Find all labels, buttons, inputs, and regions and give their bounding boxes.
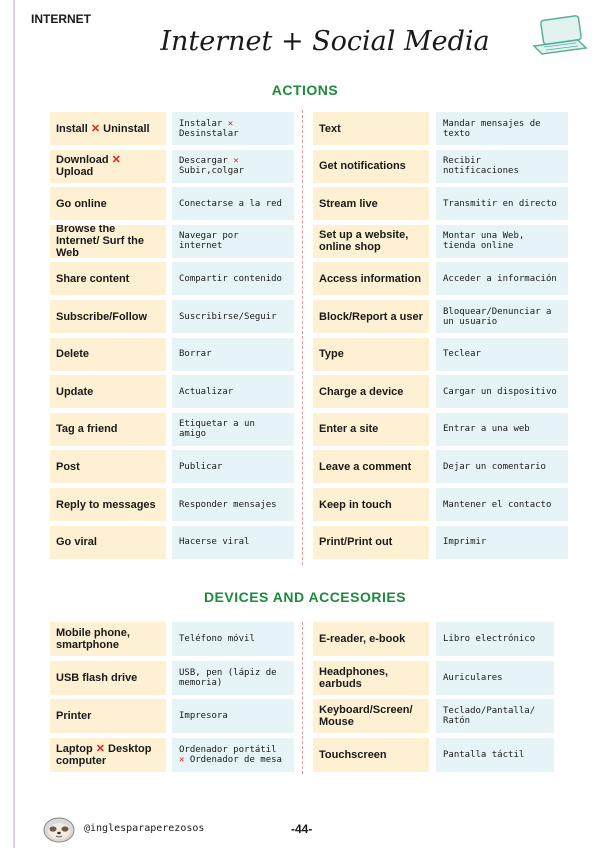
- sloth-logo: [42, 814, 76, 844]
- spanish-translation: Recibir notificaciones: [443, 156, 519, 177]
- spanish-term-part: Ordenador de mesa: [189, 754, 282, 765]
- spanish-cell: [172, 375, 294, 408]
- spanish-translation: Pantalla táctil: [443, 749, 525, 760]
- section-tag: INTERNET: [31, 12, 91, 26]
- english-cell: [50, 661, 166, 695]
- english-term: Tag a friend: [56, 423, 118, 436]
- spanish-translation: Montar una Web, tienda online: [443, 231, 525, 252]
- spanish-translation: Transmitir en directo: [443, 198, 557, 209]
- spanish-cell: [172, 150, 294, 183]
- spanish-translation: Imprimir: [443, 537, 487, 548]
- english-cell: [313, 622, 429, 656]
- english-cell: [50, 112, 166, 145]
- english-term: Leave a comment: [319, 460, 412, 473]
- english-cell: [50, 622, 166, 656]
- english-cell: [313, 187, 429, 220]
- english-cell: [50, 187, 166, 220]
- spanish-translation: Navegar por internet: [179, 231, 239, 252]
- english-cell: [313, 300, 429, 333]
- english-cell: [313, 375, 429, 408]
- english-term: Mobile phone, smartphone: [56, 627, 130, 651]
- english-term-part: Install: [56, 122, 88, 135]
- spanish-translation: Compartir contenido: [179, 273, 282, 284]
- spanish-translation: Teclear: [443, 349, 481, 360]
- spanish-cell: [436, 187, 568, 220]
- english-term-part: Download: [56, 154, 109, 167]
- cross-mark-icon: ✕: [92, 742, 109, 755]
- spanish-cell: [436, 112, 568, 145]
- spanish-translation: Entrar a una web: [443, 424, 530, 435]
- english-cell: [50, 413, 166, 446]
- english-cell: [50, 375, 166, 408]
- english-term: Delete: [56, 348, 90, 361]
- spanish-cell: [172, 622, 294, 656]
- english-cell: [313, 526, 429, 559]
- spanish-translation: Bloquear/Denunciar a un usuario: [443, 306, 552, 327]
- column-divider: [302, 110, 303, 565]
- english-term: Text: [319, 122, 341, 135]
- english-term: [56, 154, 160, 178]
- spanish-translation: Impresora: [179, 711, 228, 721]
- english-cell: [313, 112, 429, 145]
- english-cell: [313, 150, 429, 183]
- spanish-translation: Responder mensajes: [179, 499, 277, 510]
- english-term: Share content: [56, 272, 130, 285]
- english-term-part: Uninstall: [103, 122, 150, 135]
- cross-mark-icon: ✕: [108, 154, 121, 167]
- spanish-cell: [436, 150, 568, 183]
- spanish-cell: [172, 225, 294, 258]
- spanish-term-part: Ordenador portátil: [179, 744, 277, 755]
- spanish-translation: Acceder a información: [443, 273, 557, 284]
- english-term: Enter a site: [319, 423, 379, 436]
- english-term: Set up a website, online shop: [319, 229, 409, 254]
- english-term: Print/Print out: [319, 536, 393, 549]
- margin-rule: [13, 0, 15, 848]
- cross-mark-icon: ✕: [179, 754, 190, 765]
- spanish-translation: Suscribirse/Seguir: [179, 311, 277, 322]
- english-term: Subscribe/Follow: [56, 310, 148, 323]
- spanish-term-part: Instalar: [179, 118, 223, 129]
- spanish-cell: [172, 187, 294, 220]
- english-cell: [313, 262, 429, 295]
- english-cell: [50, 262, 166, 295]
- spanish-cell: [436, 262, 568, 295]
- cross-mark-icon: ✕: [222, 118, 234, 129]
- cross-mark-icon: ✕: [227, 156, 239, 167]
- english-term: Stream live: [319, 197, 378, 210]
- spanish-translation: Dejar un comentario: [443, 461, 546, 472]
- spanish-translation: Etiquetar a un amigo: [179, 419, 255, 440]
- english-term: Block/Report a user: [319, 310, 423, 323]
- spanish-cell: [172, 661, 294, 695]
- column-divider: [302, 622, 303, 774]
- spanish-translation: Conectarse a la red: [179, 198, 282, 209]
- english-term: Browse the Internet/ Surf the Web: [56, 224, 145, 258]
- english-term: Headphones, earbuds: [319, 665, 389, 690]
- laptop-icon: [530, 14, 590, 58]
- devices-heading: DEVICES AND ACCESORIES: [203, 589, 407, 605]
- english-term: Go online: [56, 197, 107, 210]
- english-cell: [50, 488, 166, 521]
- spanish-translation: Cargar un dispositivo: [443, 386, 557, 397]
- cross-mark-icon: ✕: [87, 122, 104, 135]
- spanish-translation: [179, 745, 287, 765]
- spanish-translation: Auriculares: [443, 672, 503, 683]
- spanish-translation: Teléfono móvil: [179, 634, 255, 644]
- english-cell: [313, 661, 429, 695]
- english-term: Go viral: [56, 536, 97, 549]
- spanish-translation: Borrar: [179, 349, 212, 360]
- spanish-cell: [436, 699, 554, 733]
- spanish-cell: [172, 488, 294, 521]
- english-term: Access information: [319, 272, 422, 285]
- english-cell: [50, 738, 166, 772]
- english-term: Type: [319, 348, 344, 361]
- page-title: Internet + Social Media: [160, 26, 490, 57]
- spanish-translation: Mantener el contacto: [443, 499, 552, 510]
- english-term: Get notifications: [319, 160, 406, 173]
- english-term: Charge a device: [319, 385, 404, 398]
- english-cell: [313, 338, 429, 371]
- english-cell: [313, 738, 429, 772]
- english-term-part: Laptop: [56, 742, 93, 755]
- english-term: Post: [56, 460, 80, 473]
- spanish-term-part: Desinstalar: [179, 128, 239, 139]
- spanish-term-part: Descargar: [179, 156, 228, 167]
- spanish-cell: [172, 738, 294, 772]
- spanish-cell: [436, 661, 554, 695]
- spanish-cell: [436, 450, 568, 483]
- spanish-cell: [436, 413, 568, 446]
- footer-handle: @inglesparaperezosos: [84, 823, 205, 834]
- spanish-translation: Publicar: [179, 461, 223, 472]
- english-term: USB flash drive: [56, 671, 138, 684]
- english-term: Printer: [56, 710, 92, 722]
- english-term: Touchscreen: [319, 748, 387, 761]
- english-cell: [313, 488, 429, 521]
- spanish-cell: [436, 225, 568, 258]
- spanish-cell: [172, 699, 294, 733]
- english-cell: [313, 450, 429, 483]
- english-cell: [50, 526, 166, 559]
- spanish-cell: [436, 488, 568, 521]
- actions-heading: ACTIONS: [271, 82, 339, 98]
- spanish-translation: USB, pen (lápiz de memoria): [179, 667, 277, 688]
- english-cell: [50, 300, 166, 333]
- english-term: [56, 123, 150, 135]
- english-term: E-reader, e-book: [319, 633, 406, 645]
- spanish-translation: Teclado/Pantalla/ Ratón: [443, 706, 536, 726]
- spanish-cell: [172, 262, 294, 295]
- english-term: Update: [56, 385, 94, 398]
- english-cell: [50, 150, 166, 183]
- spanish-term-part: Subir,colgar: [179, 166, 245, 177]
- spanish-translation: [179, 156, 287, 176]
- spanish-cell: [436, 526, 568, 559]
- english-term: [56, 743, 160, 767]
- spanish-translation: [179, 119, 287, 139]
- spanish-cell: [172, 300, 294, 333]
- spanish-cell: [436, 375, 568, 408]
- english-cell: [313, 413, 429, 446]
- english-cell: [313, 225, 429, 258]
- spanish-translation: Libro electrónico: [443, 634, 536, 644]
- english-term-part: Upload: [56, 166, 94, 179]
- spanish-cell: [436, 738, 554, 772]
- english-cell: [50, 225, 166, 258]
- english-term: Keyboard/Screen/ Mouse: [319, 704, 413, 728]
- spanish-cell: [172, 413, 294, 446]
- spanish-cell: [172, 450, 294, 483]
- english-cell: [50, 699, 166, 733]
- english-cell: [313, 699, 429, 733]
- spanish-cell: [172, 526, 294, 559]
- spanish-translation: Mandar mensajes de texto: [443, 118, 541, 139]
- english-term: Keep in touch: [319, 498, 392, 511]
- spanish-translation: Actualizar: [179, 386, 234, 397]
- english-term: Reply to messages: [56, 498, 156, 511]
- english-cell: [50, 450, 166, 483]
- english-cell: [50, 338, 166, 371]
- english-term-part: Desktop computer: [56, 742, 152, 767]
- spanish-cell: [436, 622, 554, 656]
- spanish-cell: [172, 112, 294, 145]
- spanish-translation: Hacerse viral: [179, 537, 250, 548]
- spanish-cell: [436, 338, 568, 371]
- spanish-cell: [436, 300, 568, 333]
- spanish-cell: [172, 338, 294, 371]
- page-number: -44-: [291, 822, 313, 836]
